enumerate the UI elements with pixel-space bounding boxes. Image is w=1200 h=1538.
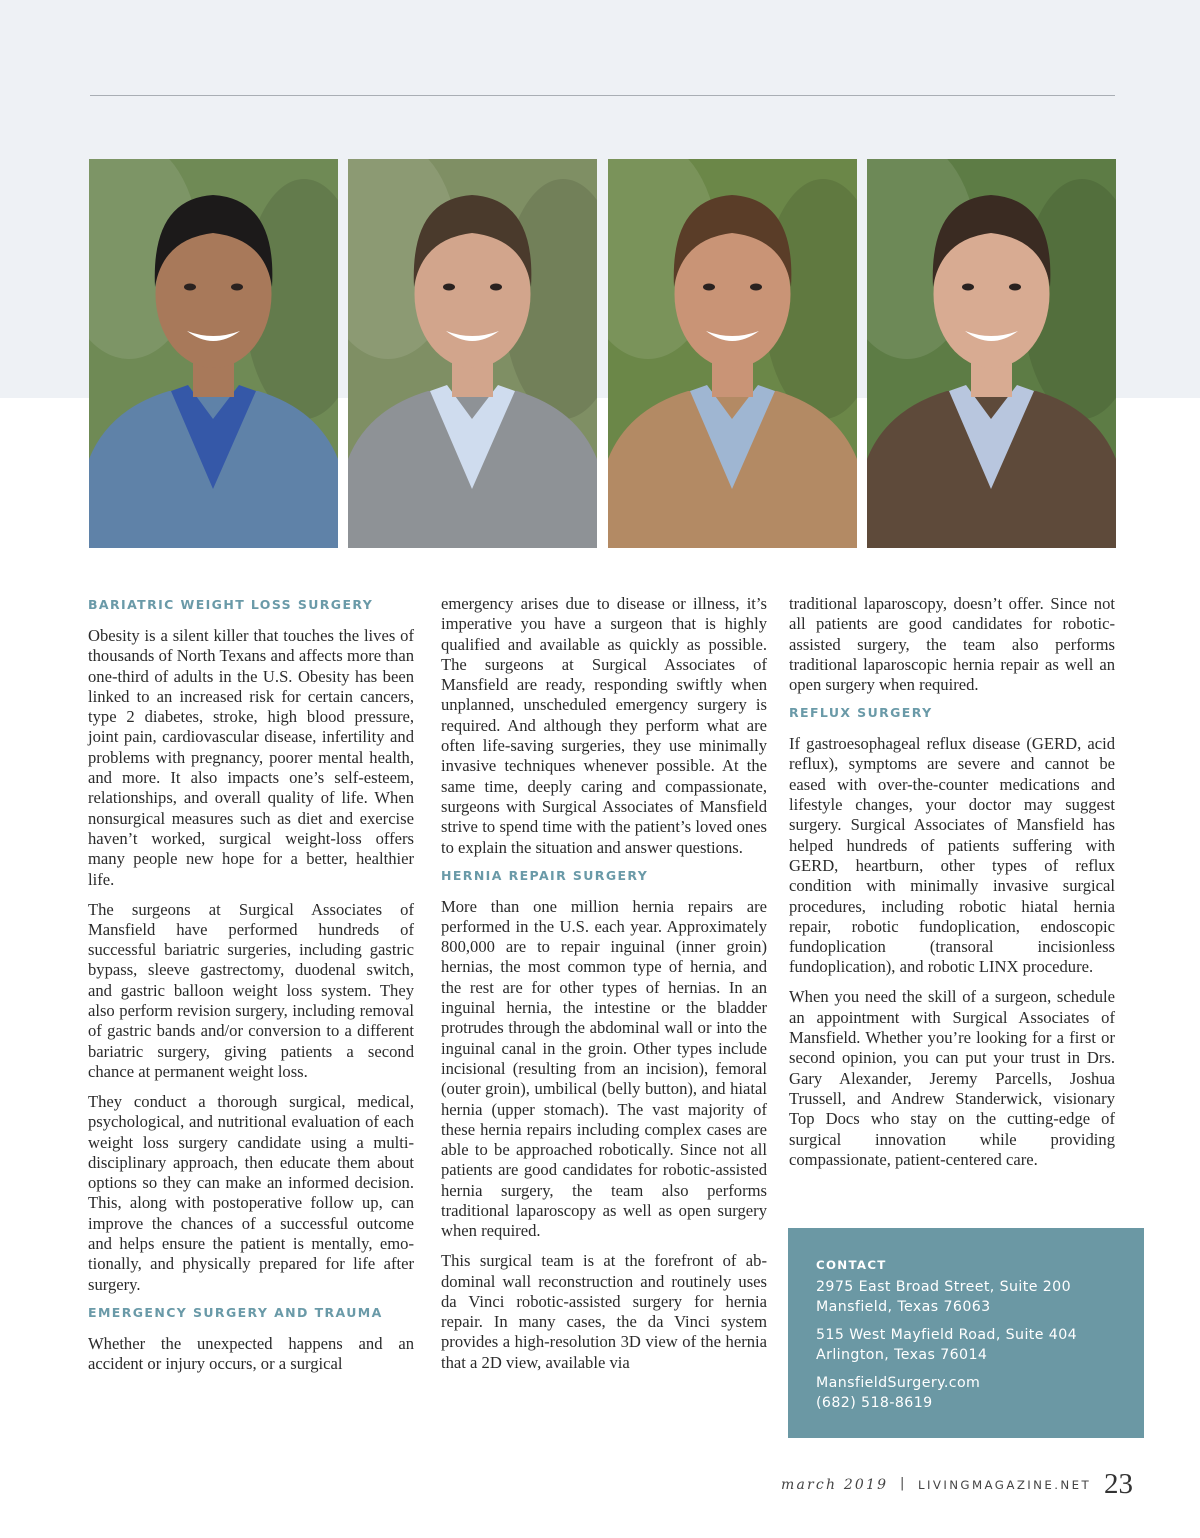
page-number: 23 [1104, 1468, 1133, 1500]
portrait-icon [608, 159, 857, 548]
section-heading: REFLUX SURGERY [789, 705, 933, 721]
portrait-photo-1 [89, 159, 338, 548]
section-heading: BARIATRIC WEIGHT LOSS SURGERY [88, 597, 374, 612]
portrait-photo-3 [608, 159, 857, 548]
contact-label: CONTACT [816, 1258, 887, 1272]
address-line: 515 West Mayfield Road, Suite 404 [816, 1326, 1078, 1343]
body-paragraph: More than one million hernia repairs are performed in the U.S. each year. Approximately 800,000 are to repair inguinal (inner groin) hernias, the most common type of hernia, and the rest are for other types of hernias. In an inguinal hernia, the intestine or the bladder protrudes through the abdominal wall or into the inguinal canal in the groin. Other types include incisional (resulting from an incision), femoral (outer groin), umbilical (belly button), and hiatal hernia (upper stomach). The vast majority of these hernia repairs including complex cases are able to be approached robotically. Since not all patients are good candidates for robotic-assisted hernia surgery, the team also performs traditional laparoscopy as well as open surgery when required. [441, 896, 767, 1241]
address-line: Arlington, Texas 76014 [816, 1347, 988, 1363]
site-name[interactable]: LIVINGMAGAZINE.NET [918, 1478, 1092, 1492]
body-paragraph: This surgical team is at the forefront of abdominal wall reconstruction and routinely uses da Vinci robotic-assisted surgery for hernia repair. In many cases, the da Vinci system provides a high-resolution 3D view of the hernia that a 2D view, available via [441, 1251, 767, 1372]
phone-number[interactable]: (682) 518-8619 [816, 1395, 933, 1411]
address-line: Mansfield, Texas 76063 [816, 1299, 991, 1315]
text-column-3 [789, 594, 1115, 1180]
section-heading: EMERGENCY SURGERY AND TRAUMA [88, 1304, 383, 1320]
text-column-2 [441, 594, 767, 1383]
portrait-icon [89, 159, 338, 548]
footer-separator: | [900, 1476, 905, 1491]
page-footer [0, 1470, 1200, 1500]
issue-date: march 2019 [781, 1477, 889, 1493]
section-heading: HERNIA REPAIR SURGERY [441, 867, 649, 883]
contact-box [788, 1228, 1144, 1438]
portrait-icon [867, 159, 1116, 548]
address-line: 2975 East Broad Street, Suite 200 [816, 1278, 1072, 1295]
body-paragraph: If gastroesophageal reflux disease (GERD, acid reflux), symptoms are severe and cannot be eased with over-the-counter medications and lifestyle changes, your doctor may suggest surgery. Surgical Associates of Mansfield has helped hundreds of patients suffering with GERD, heartburn, other types of reflux condition with minimally invasive surgical procedures, including robotic hiatal hernia repair, robotic fundoplication, endoscopic fundoplication (transoral incisionless fundoplication), and robotic LINX procedure. [789, 734, 1115, 977]
body-paragraph: They conduct a thorough surgical, medical, psychological, and nutritional evaluation of each weight loss surgery candidate using a multi-disciplinary approach, then educate them about options so they can make an informed decision. This, along with postoperative follow up, can improve the chances of a successful outcome and helps ensure the patient is mentally, emotionally, and physically prepared for life after surgery. [88, 1091, 414, 1294]
body-paragraph: When you need the skill of a surgeon, schedule an appointment with Surgical Associates of Mansfield. Whether you’re looking for a first or second opinion, you can put your trust in Drs. Gary Alexander, Jeremy Parcells, Joshua Trussell, and Andrew Standerwick, visionary Top Docs who stay on the cutting-edge of surgical innovation while providing compassionate, patient-centered care. [789, 987, 1115, 1169]
top-rule [90, 95, 1115, 96]
body-paragraph: Whether the unexpected happens and an accident or injury occurs, or a surgical [88, 1333, 414, 1373]
portrait-photo-4 [867, 159, 1116, 548]
text-column-1 [88, 594, 414, 1384]
portrait-icon [348, 159, 597, 548]
portrait-photo-2 [348, 159, 597, 548]
body-paragraph: Obesity is a silent killer that touches the lives of thousands of North Texans and affects more than one-third of adults in the U.S. Obesity has been linked to an increased risk for certain cancers, type 2 diabetes, stroke, high blood pressure, joint pain, cardiovascular disease, infertility and problems with pregnancy, poorer mental health, and more. It also impacts one’s self-esteem, relationships, and overall quality of life. When nonsurgical measures such as diet and exercise haven’t worked, surgical weight-loss offers many people new hope for a better, healthier life. [88, 626, 414, 889]
website-link[interactable]: MansfieldSurgery.com [816, 1374, 981, 1391]
body-paragraph: The surgeons at Surgical Associates of Mansfield have performed hundreds of successful bariatric surgeries, including gastric bypass, sleeve gastrectomy, duodenal switch, and gastric balloon weight loss system. They also perform revision surgery, including removal of gastric bands and/or conversion to a different bariatric surgery, giving patients a second chance at permanent weight loss. [88, 899, 414, 1081]
body-paragraph: traditional laparoscopy, doesn’t offer. Since not all patients are good candidates for robotic-assisted surgery, the team also performs traditional laparoscopic hernia repair as well an open surgery when required. [789, 594, 1115, 695]
body-paragraph: emergency arises due to disease or illness, it’s imperative you have a surgeon that is highly qualified and available as quickly as possible. The surgeons at Surgical Associates of Mansfield are ready, responding swiftly when unplanned, unscheduled emergency surgery is required. And although they perform what are often life-saving surgeries, they use minimally invasive techniques whenever possible. At the same time, deeply caring and compassionate, surgeons with Surgical Associates of Mansfield strive to spend time with the patient’s loved ones to explain the situation and answer questions. [441, 594, 767, 857]
